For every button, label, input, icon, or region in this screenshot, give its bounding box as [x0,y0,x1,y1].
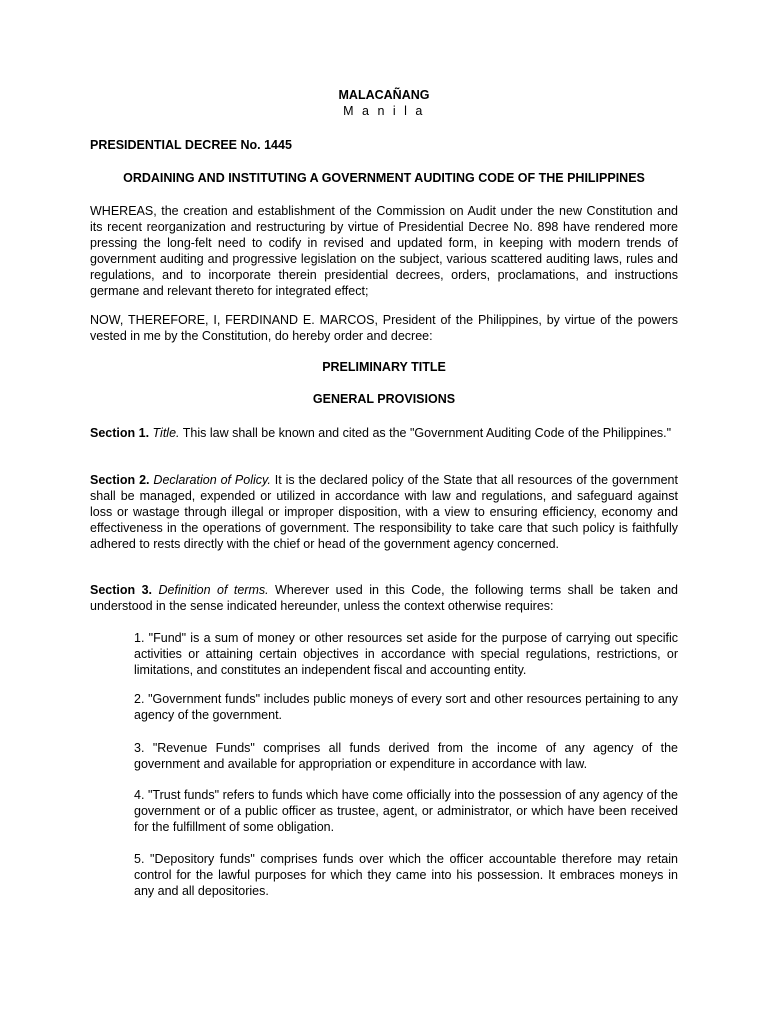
definition-item: 5. "Depository funds" comprises funds over which the officer accountable therefore may retain control for the lawful purposes for which they came into his possession. It embraces moneys in any and all depositories. [134,852,678,898]
definition-item: 1. "Fund" is a sum of money or other resources set aside for the purpose of carrying out specific activities or attaining certain objectives in accordance with special regulations, restrictions, or limitations, and constitutes an independent fiscal and accounting entity. [134,631,678,677]
preliminary-title: PRELIMINARY TITLE [322,360,446,374]
general-provisions-heading: GENERAL PROVISIONS [312,392,456,406]
section-2-text: It is the declared policy of the State that all resources of the government shall be managed, expended or utilized in accordance with law and regulations, and safeguard against loss or wastage through illegal or improper disposition, with a view to ensuring efficiency, economy and effectiveness in the operations of government. The responsibility to take care that such policy is faithfully adhered to rests directly with the chief or head of the government agency concerned. [90,473,678,551]
definition-item: 4. "Trust funds" refers to funds which have come officially into the possession of any agency of the government or of a public officer as trustee, agent, or administrator, or which have been received for the fulfillment of some obligation. [134,788,678,834]
section-3 [90,582,678,614]
section-1 [90,425,678,441]
palace-heading: MALACAÑANG [338,88,430,102]
section-3-text: Wherever used in this Code, the following terms shall be taken and understood in the sense indicated hereunder, unless the context otherwise requires: [90,583,678,613]
section-3-label: Section 3. [90,583,153,597]
now-therefore-paragraph: NOW, THEREFORE, I, FERDINAND E. MARCOS, President of the Philippines, by virtue of the powers vested in me by the Constitution, do hereby order and decree: [90,313,678,343]
section-1-text: This law shall be known and cited as the "Government Auditing Code of the Philippines." [182,426,672,440]
section-2 [90,472,678,552]
whereas-paragraph: WHEREAS, the creation and establishment of the Commission on Audit under the new Constitution and its recent reorganization and restructuring by virtue of Presidential Decree No. 898 have rendered more pressing the long-felt need to codify in revised and updated form, in keeping with modern trends of government auditing and progressive legislation on the subject, various scattered auditing laws, rules and regulations, and to incorporate therein presidential decrees, orders, proclamations, and instructions germane and relevant thereto for integrated effect; [90,204,678,298]
decree-number: PRESIDENTIAL DECREE No. 1445 [90,138,292,152]
section-3-heading: Definition of terms. [158,583,269,597]
section-1-heading: Title. [152,426,180,440]
city-subheading: M a n i l a [343,104,425,118]
definition-item: 2. "Government funds" includes public moneys of every sort and other resources pertaining to any agency of the government. [134,692,678,722]
decree-title: ORDAINING AND INSTITUTING A GOVERNMENT AUDITING CODE OF THE PHILIPPINES [123,171,645,185]
section-1-label: Section 1. [90,426,150,440]
section-2-label: Section 2. [90,473,150,487]
section-2-heading: Declaration of Policy. [153,473,271,487]
definition-item: 3. "Revenue Funds" comprises all funds derived from the income of any agency of the government and available for appropriation or expenditure in accordance with law. [134,741,678,771]
